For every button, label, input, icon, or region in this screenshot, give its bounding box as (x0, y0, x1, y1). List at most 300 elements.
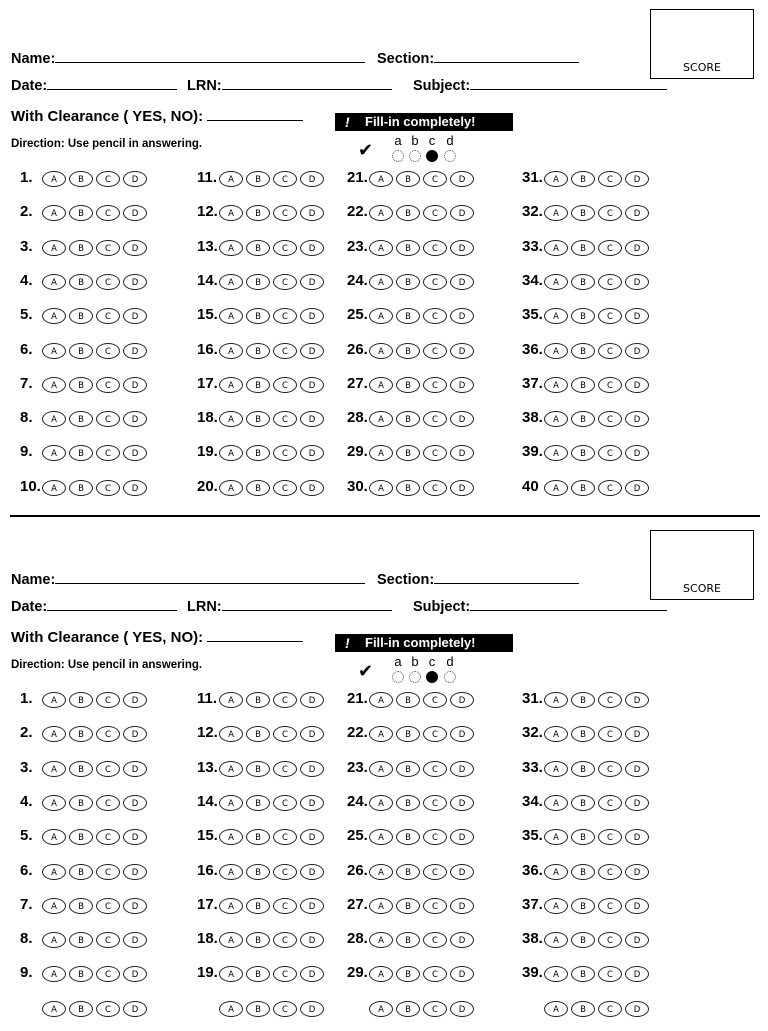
answer-bubble[interactable]: D (450, 240, 474, 256)
answer-bubble[interactable]: C (273, 445, 297, 461)
answer-bubble[interactable]: D (625, 274, 649, 290)
answer-bubble[interactable]: D (123, 480, 147, 496)
answer-bubble[interactable]: D (625, 898, 649, 914)
answer-bubble[interactable]: C (273, 692, 297, 708)
answer-bubble[interactable]: A (219, 1001, 243, 1017)
answer-bubble[interactable]: A (369, 411, 393, 427)
answer-bubble[interactable]: C (423, 726, 447, 742)
answer-bubble[interactable]: C (273, 308, 297, 324)
answer-bubble[interactable]: B (396, 761, 420, 777)
answer-bubble[interactable]: C (598, 966, 622, 982)
answer-bubble[interactable]: A (369, 171, 393, 187)
answer-bubble[interactable]: C (423, 411, 447, 427)
answer-bubble[interactable]: C (598, 480, 622, 496)
answer-bubble[interactable]: D (450, 171, 474, 187)
answer-bubble[interactable]: C (96, 1001, 120, 1017)
answer-bubble[interactable]: A (42, 343, 66, 359)
answer-bubble[interactable]: A (369, 343, 393, 359)
answer-bubble[interactable]: A (369, 240, 393, 256)
answer-bubble[interactable]: B (396, 692, 420, 708)
answer-bubble[interactable]: D (300, 726, 324, 742)
answer-bubble[interactable]: B (396, 864, 420, 880)
answer-bubble[interactable]: D (625, 966, 649, 982)
answer-bubble[interactable]: B (69, 1001, 93, 1017)
answer-bubble[interactable]: C (273, 343, 297, 359)
answer-bubble[interactable]: D (123, 1001, 147, 1017)
answer-bubble[interactable]: D (300, 966, 324, 982)
answer-bubble[interactable]: B (396, 343, 420, 359)
answer-bubble[interactable]: B (69, 726, 93, 742)
answer-bubble[interactable]: A (219, 829, 243, 845)
lrn-line[interactable] (222, 77, 392, 90)
answer-bubble[interactable]: B (571, 761, 595, 777)
answer-bubble[interactable]: A (369, 377, 393, 393)
answer-bubble[interactable]: A (219, 898, 243, 914)
answer-bubble[interactable]: D (450, 692, 474, 708)
answer-bubble[interactable]: A (42, 480, 66, 496)
answer-bubble[interactable]: B (246, 240, 270, 256)
answer-bubble[interactable]: D (625, 761, 649, 777)
answer-bubble[interactable]: B (571, 726, 595, 742)
answer-bubble[interactable]: B (396, 829, 420, 845)
answer-bubble[interactable]: D (450, 308, 474, 324)
answer-bubble[interactable]: A (219, 308, 243, 324)
answer-bubble[interactable]: A (42, 795, 66, 811)
answer-bubble[interactable]: C (96, 377, 120, 393)
answer-bubble[interactable]: D (123, 240, 147, 256)
answer-bubble[interactable]: C (423, 829, 447, 845)
answer-bubble[interactable]: C (273, 205, 297, 221)
answer-bubble[interactable]: B (396, 411, 420, 427)
answer-bubble[interactable]: C (423, 761, 447, 777)
answer-bubble[interactable]: C (598, 411, 622, 427)
answer-bubble[interactable]: C (423, 377, 447, 393)
answer-bubble[interactable]: C (273, 1001, 297, 1017)
answer-bubble[interactable]: D (300, 343, 324, 359)
answer-bubble[interactable]: C (423, 966, 447, 982)
answer-bubble[interactable]: A (544, 240, 568, 256)
answer-bubble[interactable]: D (450, 829, 474, 845)
answer-bubble[interactable]: B (571, 480, 595, 496)
subject-line[interactable] (470, 77, 667, 90)
answer-bubble[interactable]: C (423, 343, 447, 359)
answer-bubble[interactable]: A (219, 692, 243, 708)
answer-bubble[interactable]: A (42, 932, 66, 948)
answer-bubble[interactable]: C (96, 726, 120, 742)
answer-bubble[interactable]: C (96, 692, 120, 708)
answer-bubble[interactable]: A (42, 411, 66, 427)
answer-bubble[interactable]: A (544, 726, 568, 742)
answer-bubble[interactable]: D (300, 898, 324, 914)
answer-bubble[interactable]: D (300, 308, 324, 324)
answer-bubble[interactable]: B (571, 1001, 595, 1017)
answer-bubble[interactable]: D (625, 692, 649, 708)
answer-bubble[interactable]: D (625, 171, 649, 187)
answer-bubble[interactable]: B (246, 864, 270, 880)
answer-bubble[interactable]: D (625, 308, 649, 324)
answer-bubble[interactable]: D (300, 480, 324, 496)
answer-bubble[interactable]: A (544, 898, 568, 914)
answer-bubble[interactable]: B (69, 205, 93, 221)
answer-bubble[interactable]: D (625, 864, 649, 880)
answer-bubble[interactable]: B (246, 171, 270, 187)
answer-bubble[interactable]: C (423, 480, 447, 496)
answer-bubble[interactable]: B (571, 932, 595, 948)
answer-bubble[interactable]: B (246, 480, 270, 496)
answer-bubble[interactable]: C (273, 274, 297, 290)
answer-bubble[interactable]: B (246, 411, 270, 427)
answer-bubble[interactable]: C (273, 240, 297, 256)
answer-bubble[interactable]: A (219, 445, 243, 461)
answer-bubble[interactable]: D (450, 932, 474, 948)
answer-bubble[interactable]: C (273, 795, 297, 811)
section-line[interactable] (434, 50, 579, 63)
answer-bubble[interactable]: B (69, 411, 93, 427)
answer-bubble[interactable]: B (246, 343, 270, 359)
answer-bubble[interactable]: B (69, 898, 93, 914)
answer-bubble[interactable]: A (369, 308, 393, 324)
answer-bubble[interactable]: D (300, 864, 324, 880)
answer-bubble[interactable]: D (300, 445, 324, 461)
answer-bubble[interactable]: D (625, 1001, 649, 1017)
answer-bubble[interactable]: D (300, 829, 324, 845)
answer-bubble[interactable]: D (625, 343, 649, 359)
answer-bubble[interactable]: A (42, 966, 66, 982)
answer-bubble[interactable]: B (69, 829, 93, 845)
answer-bubble[interactable]: C (423, 445, 447, 461)
answer-bubble[interactable]: B (571, 343, 595, 359)
answer-bubble[interactable]: D (300, 692, 324, 708)
answer-bubble[interactable]: C (96, 932, 120, 948)
answer-bubble[interactable]: A (42, 692, 66, 708)
answer-bubble[interactable]: D (450, 480, 474, 496)
answer-bubble[interactable]: A (42, 726, 66, 742)
answer-bubble[interactable]: A (544, 864, 568, 880)
answer-bubble[interactable]: A (544, 829, 568, 845)
answer-bubble[interactable]: B (69, 795, 93, 811)
answer-bubble[interactable]: B (396, 445, 420, 461)
answer-bubble[interactable]: C (598, 240, 622, 256)
answer-bubble[interactable]: C (598, 829, 622, 845)
answer-bubble[interactable]: C (423, 240, 447, 256)
answer-bubble[interactable]: C (598, 864, 622, 880)
answer-bubble[interactable]: A (544, 1001, 568, 1017)
answer-bubble[interactable]: C (598, 898, 622, 914)
answer-bubble[interactable]: B (69, 343, 93, 359)
answer-bubble[interactable]: A (544, 308, 568, 324)
answer-bubble[interactable]: D (300, 411, 324, 427)
answer-bubble[interactable]: B (69, 966, 93, 982)
section-line[interactable] (434, 571, 579, 584)
answer-bubble[interactable]: C (598, 171, 622, 187)
answer-bubble[interactable]: B (571, 205, 595, 221)
answer-bubble[interactable]: D (450, 898, 474, 914)
date-line[interactable] (47, 598, 177, 611)
answer-bubble[interactable]: A (544, 692, 568, 708)
answer-bubble[interactable]: B (69, 377, 93, 393)
answer-bubble[interactable]: C (598, 377, 622, 393)
answer-bubble[interactable]: A (544, 445, 568, 461)
answer-bubble[interactable]: A (369, 726, 393, 742)
answer-bubble[interactable]: D (450, 205, 474, 221)
answer-bubble[interactable]: A (369, 761, 393, 777)
answer-bubble[interactable]: A (42, 1001, 66, 1017)
answer-bubble[interactable]: B (246, 932, 270, 948)
answer-bubble[interactable]: C (423, 274, 447, 290)
answer-bubble[interactable]: C (96, 898, 120, 914)
answer-bubble[interactable]: C (273, 726, 297, 742)
answer-bubble[interactable]: D (450, 343, 474, 359)
answer-bubble[interactable]: B (396, 377, 420, 393)
answer-bubble[interactable]: D (123, 692, 147, 708)
answer-bubble[interactable]: C (423, 898, 447, 914)
answer-bubble[interactable]: A (219, 761, 243, 777)
answer-bubble[interactable]: A (219, 864, 243, 880)
answer-bubble[interactable]: B (69, 171, 93, 187)
answer-bubble[interactable]: B (246, 377, 270, 393)
answer-bubble[interactable]: D (450, 377, 474, 393)
answer-bubble[interactable]: B (571, 377, 595, 393)
answer-bubble[interactable]: A (544, 761, 568, 777)
answer-bubble[interactable]: D (123, 205, 147, 221)
answer-bubble[interactable]: A (42, 445, 66, 461)
answer-bubble[interactable]: A (369, 966, 393, 982)
answer-bubble[interactable]: C (96, 795, 120, 811)
answer-bubble[interactable]: B (246, 1001, 270, 1017)
date-line[interactable] (47, 77, 177, 90)
answer-bubble[interactable]: B (246, 274, 270, 290)
answer-bubble[interactable]: C (598, 795, 622, 811)
answer-bubble[interactable]: D (625, 411, 649, 427)
answer-bubble[interactable]: D (450, 761, 474, 777)
answer-bubble[interactable]: B (571, 898, 595, 914)
answer-bubble[interactable]: A (369, 795, 393, 811)
answer-bubble[interactable]: D (300, 205, 324, 221)
answer-bubble[interactable]: B (396, 274, 420, 290)
answer-bubble[interactable]: D (300, 377, 324, 393)
answer-bubble[interactable]: D (300, 171, 324, 187)
answer-bubble[interactable]: A (369, 898, 393, 914)
answer-bubble[interactable]: B (246, 898, 270, 914)
answer-bubble[interactable]: A (369, 829, 393, 845)
answer-bubble[interactable]: B (396, 308, 420, 324)
answer-bubble[interactable]: C (96, 308, 120, 324)
answer-bubble[interactable]: D (123, 411, 147, 427)
answer-bubble[interactable]: D (123, 308, 147, 324)
answer-bubble[interactable]: B (571, 274, 595, 290)
answer-bubble[interactable]: D (625, 795, 649, 811)
answer-bubble[interactable]: A (369, 274, 393, 290)
answer-bubble[interactable]: D (123, 274, 147, 290)
answer-bubble[interactable]: B (69, 932, 93, 948)
answer-bubble[interactable]: B (69, 274, 93, 290)
answer-bubble[interactable]: D (123, 932, 147, 948)
answer-bubble[interactable]: A (42, 377, 66, 393)
answer-bubble[interactable]: B (396, 966, 420, 982)
clearance-line[interactable] (207, 108, 303, 121)
answer-bubble[interactable]: A (219, 795, 243, 811)
answer-bubble[interactable]: C (96, 171, 120, 187)
answer-bubble[interactable]: B (571, 692, 595, 708)
answer-bubble[interactable]: D (123, 761, 147, 777)
answer-bubble[interactable]: C (598, 932, 622, 948)
answer-bubble[interactable]: A (219, 205, 243, 221)
answer-bubble[interactable]: D (450, 274, 474, 290)
answer-bubble[interactable]: C (96, 205, 120, 221)
answer-bubble[interactable]: B (571, 445, 595, 461)
answer-bubble[interactable]: C (423, 205, 447, 221)
answer-bubble[interactable]: C (598, 445, 622, 461)
answer-bubble[interactable]: B (571, 829, 595, 845)
answer-bubble[interactable]: B (571, 240, 595, 256)
answer-bubble[interactable]: A (42, 829, 66, 845)
answer-bubble[interactable]: A (42, 761, 66, 777)
answer-bubble[interactable]: D (450, 864, 474, 880)
answer-bubble[interactable]: C (96, 411, 120, 427)
answer-bubble[interactable]: C (598, 1001, 622, 1017)
answer-bubble[interactable]: D (450, 966, 474, 982)
answer-bubble[interactable]: B (396, 932, 420, 948)
answer-bubble[interactable]: A (42, 205, 66, 221)
answer-bubble[interactable]: C (423, 932, 447, 948)
answer-bubble[interactable]: C (423, 692, 447, 708)
answer-bubble[interactable]: A (42, 240, 66, 256)
answer-bubble[interactable]: C (273, 829, 297, 845)
answer-bubble[interactable]: B (246, 308, 270, 324)
answer-bubble[interactable]: D (300, 932, 324, 948)
answer-bubble[interactable]: D (300, 1001, 324, 1017)
answer-bubble[interactable]: C (423, 795, 447, 811)
answer-bubble[interactable]: D (123, 864, 147, 880)
answer-bubble[interactable]: B (246, 205, 270, 221)
answer-bubble[interactable]: A (544, 932, 568, 948)
answer-bubble[interactable]: A (544, 171, 568, 187)
answer-bubble[interactable]: B (571, 171, 595, 187)
name-line[interactable] (55, 50, 365, 63)
answer-bubble[interactable]: A (42, 898, 66, 914)
answer-bubble[interactable]: D (123, 795, 147, 811)
answer-bubble[interactable]: C (96, 761, 120, 777)
answer-bubble[interactable]: D (625, 480, 649, 496)
answer-bubble[interactable]: A (42, 274, 66, 290)
answer-bubble[interactable]: B (69, 480, 93, 496)
answer-bubble[interactable]: D (300, 274, 324, 290)
answer-bubble[interactable]: C (273, 411, 297, 427)
answer-bubble[interactable]: A (219, 171, 243, 187)
answer-bubble[interactable]: D (123, 898, 147, 914)
answer-bubble[interactable]: C (423, 864, 447, 880)
answer-bubble[interactable]: B (246, 966, 270, 982)
answer-bubble[interactable]: C (598, 308, 622, 324)
answer-bubble[interactable]: D (300, 240, 324, 256)
answer-bubble[interactable]: C (273, 761, 297, 777)
answer-bubble[interactable]: D (625, 829, 649, 845)
name-line[interactable] (55, 571, 365, 584)
answer-bubble[interactable]: C (598, 343, 622, 359)
answer-bubble[interactable]: C (273, 171, 297, 187)
answer-bubble[interactable]: C (598, 692, 622, 708)
answer-bubble[interactable]: B (396, 1001, 420, 1017)
answer-bubble[interactable]: B (69, 864, 93, 880)
answer-bubble[interactable]: B (571, 411, 595, 427)
answer-bubble[interactable]: D (123, 171, 147, 187)
answer-bubble[interactable]: D (123, 377, 147, 393)
answer-bubble[interactable]: C (96, 864, 120, 880)
answer-bubble[interactable]: A (42, 171, 66, 187)
answer-bubble[interactable]: A (42, 864, 66, 880)
answer-bubble[interactable]: A (219, 966, 243, 982)
answer-bubble[interactable]: C (598, 274, 622, 290)
answer-bubble[interactable]: D (123, 829, 147, 845)
answer-bubble[interactable]: B (396, 898, 420, 914)
answer-bubble[interactable]: D (450, 1001, 474, 1017)
answer-bubble[interactable]: D (123, 445, 147, 461)
answer-bubble[interactable]: D (300, 795, 324, 811)
answer-bubble[interactable]: B (246, 692, 270, 708)
answer-bubble[interactable]: A (544, 205, 568, 221)
answer-bubble[interactable]: A (544, 480, 568, 496)
answer-bubble[interactable]: B (571, 864, 595, 880)
answer-bubble[interactable]: B (69, 692, 93, 708)
answer-bubble[interactable]: B (396, 480, 420, 496)
answer-bubble[interactable]: C (96, 829, 120, 845)
answer-bubble[interactable]: A (219, 377, 243, 393)
answer-bubble[interactable]: A (544, 795, 568, 811)
answer-bubble[interactable]: D (625, 445, 649, 461)
answer-bubble[interactable]: A (544, 377, 568, 393)
answer-bubble[interactable]: C (96, 966, 120, 982)
answer-bubble[interactable]: D (450, 445, 474, 461)
subject-line[interactable] (470, 598, 667, 611)
answer-bubble[interactable]: C (598, 726, 622, 742)
answer-bubble[interactable]: C (96, 274, 120, 290)
answer-bubble[interactable]: C (423, 308, 447, 324)
answer-bubble[interactable]: D (625, 377, 649, 393)
answer-bubble[interactable]: A (369, 205, 393, 221)
answer-bubble[interactable]: C (423, 171, 447, 187)
answer-bubble[interactable]: B (246, 829, 270, 845)
answer-bubble[interactable]: A (219, 480, 243, 496)
answer-bubble[interactable]: C (273, 864, 297, 880)
answer-bubble[interactable]: B (396, 240, 420, 256)
answer-bubble[interactable]: B (69, 761, 93, 777)
answer-bubble[interactable]: C (96, 240, 120, 256)
answer-bubble[interactable]: B (571, 308, 595, 324)
answer-bubble[interactable]: D (450, 795, 474, 811)
answer-bubble[interactable]: A (369, 1001, 393, 1017)
answer-bubble[interactable]: A (544, 411, 568, 427)
answer-bubble[interactable]: B (69, 445, 93, 461)
answer-bubble[interactable]: A (369, 480, 393, 496)
answer-bubble[interactable]: C (273, 377, 297, 393)
answer-bubble[interactable]: D (450, 411, 474, 427)
answer-bubble[interactable]: D (300, 761, 324, 777)
answer-bubble[interactable]: C (273, 480, 297, 496)
answer-bubble[interactable]: B (396, 726, 420, 742)
answer-bubble[interactable]: B (246, 761, 270, 777)
answer-bubble[interactable]: A (544, 343, 568, 359)
answer-bubble[interactable]: B (571, 966, 595, 982)
answer-bubble[interactable]: A (219, 343, 243, 359)
answer-bubble[interactable]: A (42, 308, 66, 324)
answer-bubble[interactable]: B (246, 795, 270, 811)
answer-bubble[interactable]: C (96, 480, 120, 496)
answer-bubble[interactable]: C (96, 343, 120, 359)
answer-bubble[interactable]: A (219, 240, 243, 256)
answer-bubble[interactable]: D (123, 726, 147, 742)
answer-bubble[interactable]: A (544, 274, 568, 290)
answer-bubble[interactable]: A (369, 692, 393, 708)
